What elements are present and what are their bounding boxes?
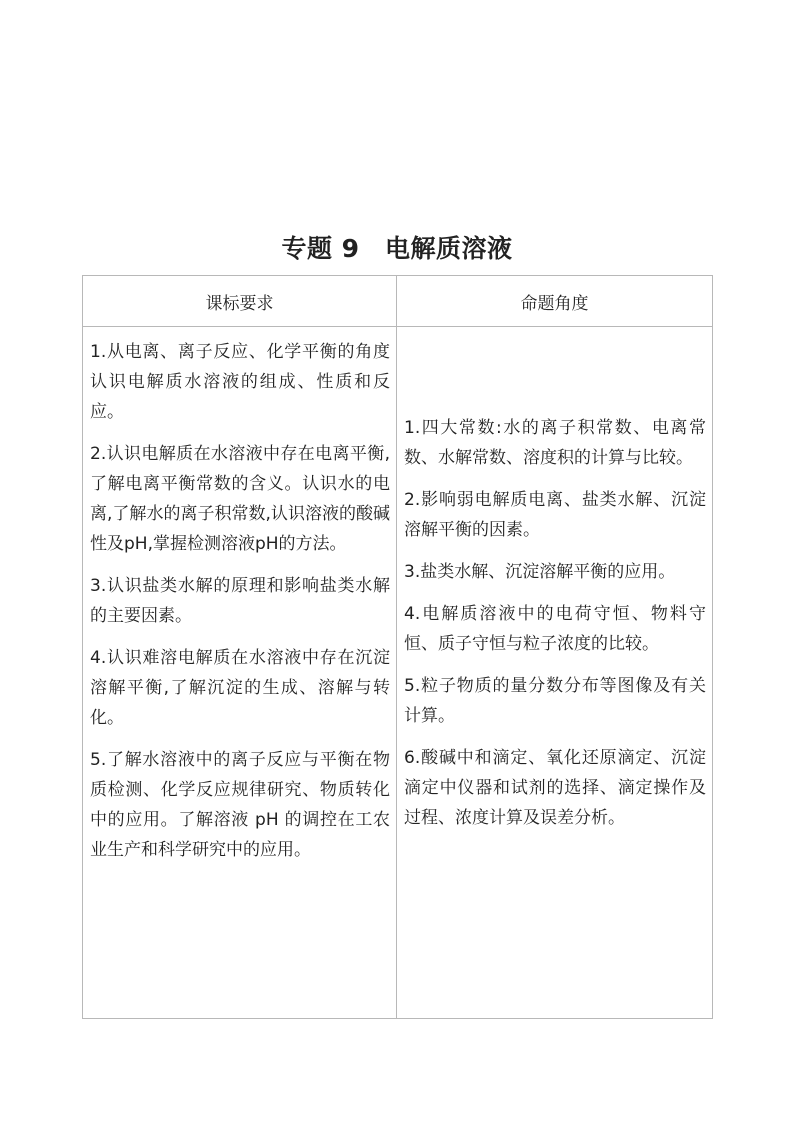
requirement-item: 2.认识电解质在水溶液中存在电离平衡,了解电离平衡常数的含义。认识水的电离,了解水的离子积常数,认识溶液的酸碱性及pH,掌握检测溶液pH的方法。 — [90, 444, 390, 554]
table-row — [83, 327, 713, 1019]
page-title: 专题 9 电解质溶液 — [281, 233, 513, 263]
requirement-item: 1.从电离、离子反应、化学平衡的角度认识电解质水溶液的组成、性质和反应。 — [90, 342, 390, 422]
table-header-row — [83, 276, 713, 327]
angle-item: 1.四大常数:水的离子积常数、电离常数、水解常数、溶度积的计算与比较。 — [404, 418, 706, 468]
angle-item: 4.电解质溶液中的电荷守恒、物料守恒、质子守恒与粒子浓度的比较。 — [404, 604, 706, 654]
curriculum-requirements-cell — [83, 327, 397, 1019]
requirement-item: 3.认识盐类水解的原理和影响盐类水解的主要因素。 — [90, 576, 390, 626]
angle-item: 2.影响弱电解质电离、盐类水解、沉淀溶解平衡的因素。 — [404, 490, 706, 540]
angle-item: 5.粒子物质的量分数分布等图像及有关计算。 — [404, 676, 706, 726]
standards-table — [82, 275, 713, 1019]
requirement-item: 5.了解水溶液中的离子反应与平衡在物质检测、化学反应规律研究、物质转化中的应用。了解溶液 pH 的调控在工农业生产和科学研究中的应用。 — [90, 750, 390, 860]
requirement-item: 4.认识难溶电解质在水溶液中存在沉淀溶解平衡,了解沉淀的生成、溶解与转化。 — [90, 648, 390, 728]
question-angles-cell — [397, 327, 713, 1019]
angle-item: 3.盐类水解、沉淀溶解平衡的应用。 — [404, 562, 676, 582]
angle-item: 6.酸碱中和滴定、氧化还原滴定、沉淀滴定中仪器和试剂的选择、滴定操作及过程、浓度计算及误差分析。 — [404, 748, 706, 828]
header-curriculum-requirements: 课标要求 — [83, 276, 397, 327]
header-question-angles: 命题角度 — [397, 276, 713, 327]
